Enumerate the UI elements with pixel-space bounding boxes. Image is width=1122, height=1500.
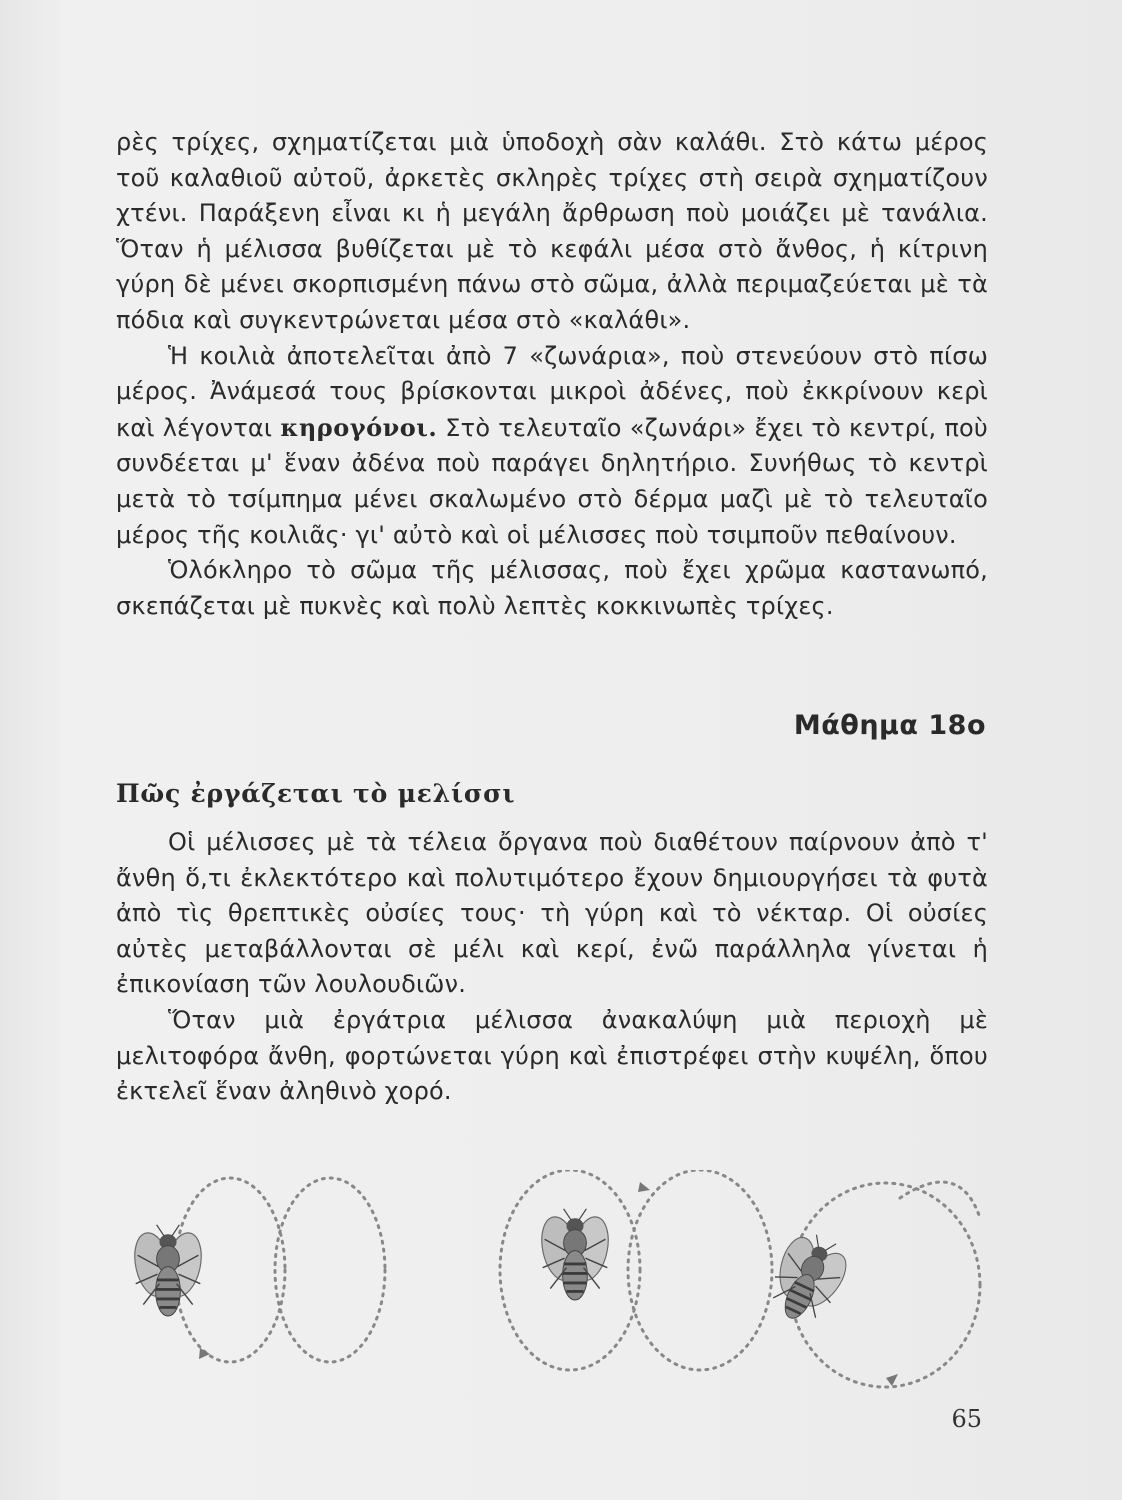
term-kirogonoi: κηρογόνοι. [280,412,438,442]
bee-dance-figure-3 [757,1182,980,1387]
paragraph-2-part-b: Στὸ τελευταῖο «ζωνάρι» ἔχει τὸ κεντρί, ποὺ συνδέεται μ' ἕναν ἀδένα ποὺ παράγει δηλητήριο. Συνήθως τὸ κεντρὶ μετὰ τὸ τσίμπημα μένει σκαλωμένο στὸ δέρμα μαζὶ μὲ τὸ τελευταῖο μέρος τῆς κοιλιᾶς· γι' αὐτὸ καὶ οἱ μέλισσες ποὺ τσιμποῦν πεθαίνουν. [116,413,989,549]
bee-dance-illustration [120,1170,990,1400]
paragraph-4: Οἱ μέλισσες μὲ τὰ τέλεια ὄργανα ποὺ διαθέτουν παίρνουν ἀπὸ τ' ἄνθη ὅ,τι ἐκλεκτότερο καὶ πολυτιμότερο ἔχουν δημιουργήσει τὰ φυτὰ ἀπὸ τὶς θρεπτικὲς οὐσίες τους· τὴ γύρη καὶ τὸ νέκταρ. Οἱ οὐσίες αὐτὲς μεταβάλλονται σὲ μέλι καὶ κερί, ἐνῶ παράλληλα γίνεται ἡ ἐπικονίαση τῶν λουλουδιῶν. [116,828,988,999]
paragraph-3: Ὁλόκληρο τὸ σῶμα τῆς μέλισσας, ποὺ ἔχει χρῶμα καστανωπό, σκεπάζεται μὲ πυκνὲς καὶ πολὺ λεπτὲς κοκκινωπὲς τρίχες. [116,556,988,620]
paragraph-2-part-a: Ἡ κοιλιὰ ἀποτελεῖται ἀπὸ 7 «ζωνάρια», ποὺ στενεύουν στὸ πίσω μέρος. Ἀνάμεσά τους βρίσκονται μικροὶ ἀδένες, ποὺ ἐκκρίνουν κερὶ καὶ λέγονται [116,341,988,442]
paragraph-1: ρὲς τρίχες, σχηματίζεται μιὰ ὑποδοχὴ σὰν καλάθι. Στὸ κάτω μέρος τοῦ καλαθιοῦ αὐτοῦ, ἀρκετὲς σκληρὲς τρίχες στὴ σειρὰ σχηματίζουν χτένι. Παράξενη εἶναι κι ἡ μεγάλη ἄρθρωση ποὺ μοιάζει μὲ τανάλια. Ὅταν ἡ μέλισσα βυθίζεται μὲ τὸ κεφάλι μέσα στὸ ἄνθος, ἡ κίτρινη γύρη δὲ μένει σκορπισμένη πάνω στὸ σῶμα, ἀλλὰ περιμαζεύεται μὲ τὰ πόδια καὶ συγκεντρώνεται μέσα στὸ «καλάθι». [116,128,988,334]
paragraph-5: Ὅταν μιὰ ἐργάτρια μέλισσα ἀνακαλύψη μιὰ περιοχὴ μὲ μελιτοφόρα ἄνθη, φορτώνεται γύρη καὶ ἐπιστρέφει στὴν κυψέλη, ὅπου ἐκτελεῖ ἕναν ἀληθινὸ χορό. [116,1005,988,1106]
page-number: 65 [951,1405,982,1433]
bee-dance-figure-1 [129,1178,385,1362]
text-block-bottom [116,825,988,1110]
text-block-top [116,125,988,624]
bee-dance-figure-2 [500,1170,772,1370]
lesson-title: Μάθημα 18ο [793,710,986,741]
paragraph-2 [116,339,988,554]
section-heading: Πῶς ἐργάζεται τὸ μελίσσι [116,779,516,808]
